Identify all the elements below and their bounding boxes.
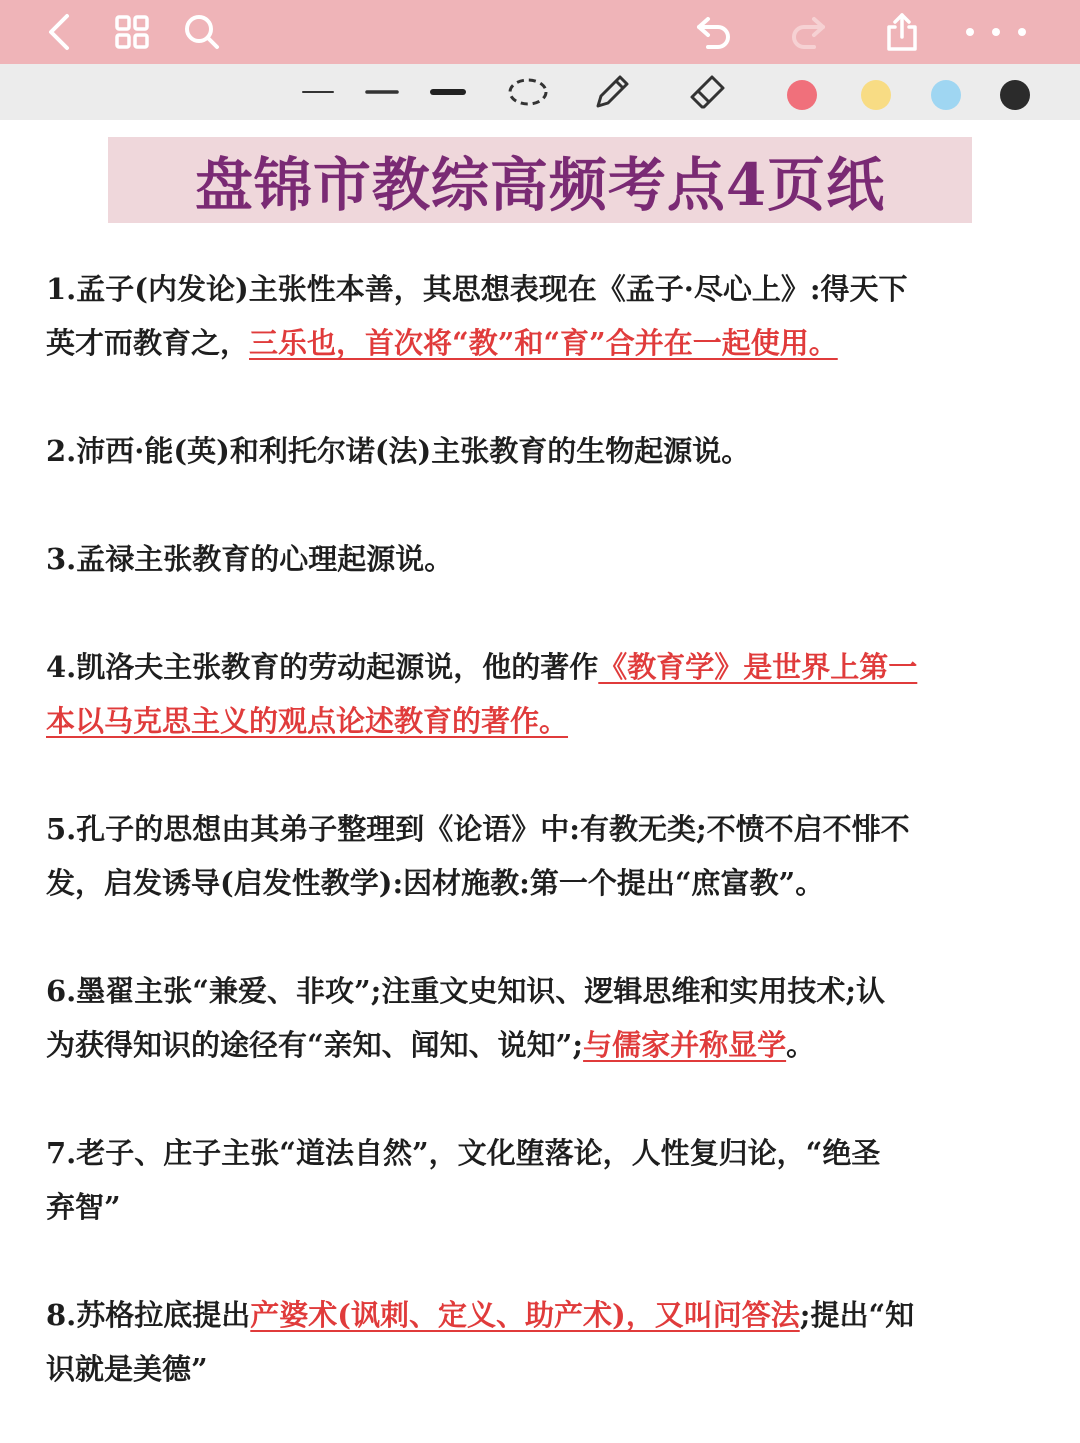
medium-line-icon[interactable] <box>360 70 404 114</box>
thin-line-icon[interactable] <box>296 70 340 114</box>
note-line <box>46 1288 1036 1342</box>
back-chevron-icon[interactable] <box>36 8 84 56</box>
note-line <box>46 1180 1036 1234</box>
note-text: 7.老子、庄子主张“道法自然”，文化堕落论，人性复归论，“绝圣 <box>46 1136 881 1170</box>
color-swatch-blue[interactable] <box>931 80 961 110</box>
color-swatch-yellow[interactable] <box>861 80 891 110</box>
note-text: 6.墨翟主张“兼爱、非攻”;注重文史知识、逻辑思维和实用技术;认 <box>46 974 886 1008</box>
note-text: 发，启发诱导(启发性教学):因材施教:第一个提出“庶富教”。 <box>46 866 825 900</box>
note-line <box>46 316 1036 370</box>
top-app-bar <box>0 0 1080 64</box>
note-line <box>46 262 1036 316</box>
note-text: 4.凯洛夫主张教育的劳动起源说，他的著作 <box>46 650 599 684</box>
highlighted-text: 三乐也，首次将“教”和“育”合并在一起使用。 <box>249 326 838 360</box>
note-line <box>46 1126 1036 1180</box>
highlighted-text: 与儒家并称显学 <box>583 1028 787 1062</box>
note-line <box>46 1018 1036 1072</box>
note-text: 3.孟禄主张教育的心理起源说。 <box>46 542 454 576</box>
note-text: 弃智” <box>46 1190 121 1224</box>
highlighted-text: 产婆术(讽刺、定义、助产术)，又叫问答法 <box>250 1298 800 1332</box>
eraser-icon[interactable] <box>686 70 730 114</box>
thick-line-icon[interactable] <box>426 70 470 114</box>
note-line <box>46 964 1036 1018</box>
page-title: 盘锦市教综高频考点4页纸 <box>194 151 886 219</box>
drawing-toolbar <box>0 64 1080 120</box>
title-banner <box>108 137 972 223</box>
lasso-icon[interactable] <box>506 70 550 114</box>
color-swatch-pink[interactable] <box>787 80 817 110</box>
note-text: 2.沛西·能(英)和利托尔诺(法)主张教育的生物起源说。 <box>46 434 751 468</box>
highlighted-text: 《教育学》是世界上第一 <box>598 650 918 684</box>
note-text: 为获得知识的途径有“亲知、闻知、说知”; <box>46 1028 584 1062</box>
undo-icon[interactable] <box>690 8 738 56</box>
note-text: 英才而教育之， <box>46 326 250 360</box>
note-text: 识就是美德” <box>46 1352 208 1386</box>
note-text: 1.孟子(内发论)主张性本善，其思想表现在《孟子·尽心上》:得天下 <box>46 272 908 306</box>
note-text: 8.苏格拉底提出 <box>46 1298 251 1332</box>
note-text: ;提出“知 <box>799 1298 915 1332</box>
note-line <box>46 856 1036 910</box>
share-icon[interactable] <box>878 8 926 56</box>
grid-icon[interactable] <box>108 8 156 56</box>
note-line <box>46 424 1036 478</box>
note-line <box>46 640 1036 694</box>
note-line <box>46 1342 1036 1396</box>
more-dots-icon[interactable] <box>956 8 1036 56</box>
note-line <box>46 694 1036 748</box>
highlighted-text: 本以马克思主义的观点论述教育的著作。 <box>46 704 569 738</box>
search-icon[interactable] <box>178 8 226 56</box>
color-swatch-black[interactable] <box>1000 80 1030 110</box>
redo-icon[interactable] <box>784 8 832 56</box>
note-line <box>46 532 1036 586</box>
note-line <box>46 802 1036 856</box>
note-content <box>46 262 1036 1396</box>
note-text: 5.孔子的思想由其弟子整理到《论语》中:有教无类;不愤不启不悱不 <box>46 812 910 846</box>
note-text: 。 <box>786 1028 816 1062</box>
pencil-icon[interactable] <box>590 70 634 114</box>
